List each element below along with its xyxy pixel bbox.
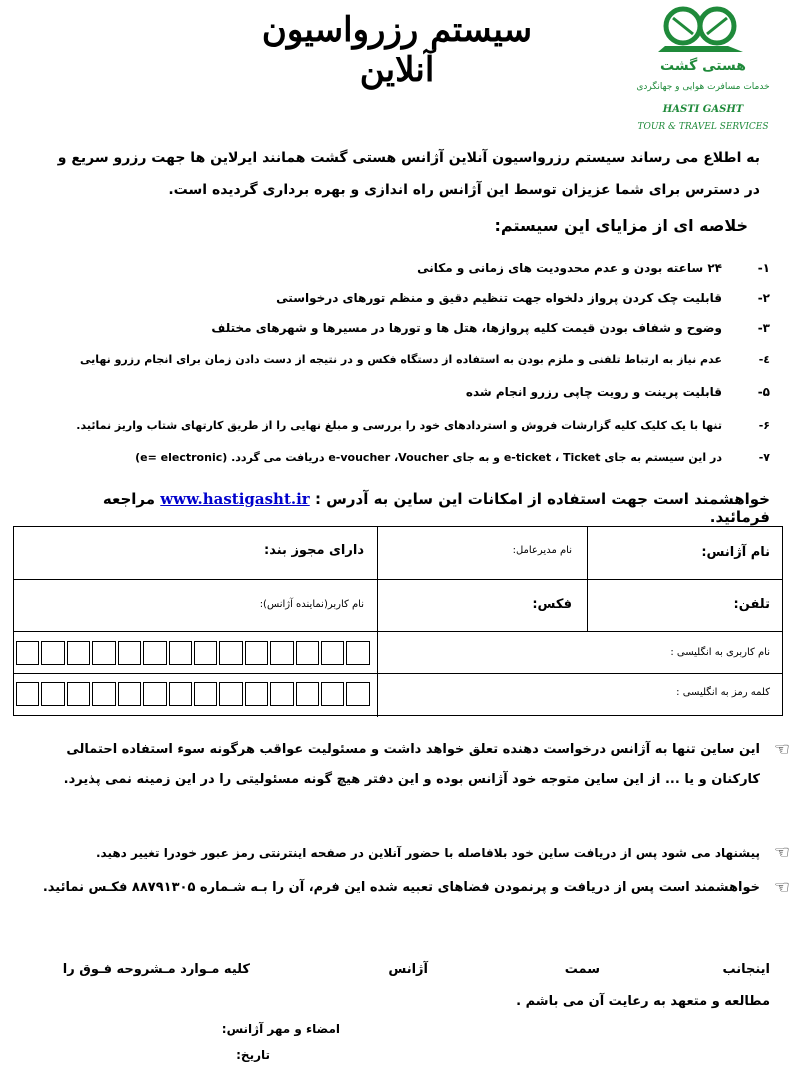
- contact-text-end: مراجعه فرمائید.: [102, 490, 770, 526]
- user-name-field[interactable]: نام کاربر(نماینده آژانس):: [259, 599, 364, 610]
- note-text: این ساین تنها به آژانس درخواست دهنده تعلق خواهد داشت و مسئولیت عواقب هرگونه سوء استفاده احتمالی کارکنان و یا ... از این ساین متوجه خود آژانس بوده و این دفتر هیچ گونه مسئولیتی را در این زمینه نمی پذیرد.: [63, 742, 760, 787]
- intro-paragraph: به اطلاع می رساند سیستم رزرواسیون آنلاین آژانس هستی گشت همانند ایرلاین ها جهت رزرو سریع و در دسترس برای شما عزیزان توسط این آژانس راه اندازی و بهره برداری گردیده است.: [57, 150, 760, 198]
- feature-text: عدم نیاز به ارتباط تلفنی و ملزم بودن به استفاده از دستگاه فکس و در نتیجه از دست دادن زمان برای انجام رزرو نهایی: [79, 353, 722, 366]
- feature-number: -۱: [757, 261, 770, 275]
- feature-number: -۷: [758, 451, 770, 464]
- signature-field[interactable]: امضاء و مهر آژانس:: [221, 1022, 340, 1036]
- note-text: پیشنهاد می شود پس از دریافت ساین خود بلافاصله با حضور آنلاین در صفحه اینترنتی رمز عبور خودرا تغییر دهید.: [95, 846, 760, 860]
- feature-text: وضوح و شفاف بودن قیمت کلیه پروازها، هتل ها و تورها در مسیرها و شهرهای مختلف: [211, 321, 722, 335]
- footer-word-position: سمت: [564, 962, 600, 977]
- logo-english-name: HASTI GASHT: [662, 104, 744, 115]
- website-link[interactable]: www.hastigasht.ir: [160, 490, 310, 508]
- pointing-hand-icon: ☜: [773, 877, 790, 898]
- contact-text: خواهشمند است جهت استفاده از امکانات این ساین به آدرس :: [314, 490, 770, 508]
- footer-word-all-items: کلیه مـوارد مـشروحه فـوق را: [62, 962, 250, 977]
- fax-field[interactable]: فکس:: [532, 597, 572, 612]
- feature-number: -۵: [757, 385, 770, 399]
- logo-english-subtitle: TOUR & TRAVEL SERVICES: [637, 122, 769, 132]
- feature-number: -٤: [758, 353, 770, 366]
- feature-text: ۲۴ ساعته بودن و عدم محدودیت های زمانی و مکانی: [417, 261, 722, 275]
- footer-commitment: مطالعه و متعهد به رعایت آن می باشم .: [516, 994, 770, 1009]
- feature-item: [30, 348, 770, 372]
- feature-text: تنها با یک کلیک کلیه گزارشات فروش و استردادهای خود را بررسی و مبلغ نهایی را از طریق کارتهای شتاب واریز نمائید.: [76, 419, 722, 432]
- feature-text: قابلیت چک کردن پرواز دلخواه جهت تنظیم دقیق و منظم تورهای درخواستی: [276, 291, 722, 305]
- feature-text: قابلیت پرینت و رویت چاپی رزرو انجام شده: [465, 385, 722, 399]
- company-logo: [628, 6, 778, 136]
- date-field[interactable]: تاریخ:: [236, 1048, 270, 1062]
- note-item: [40, 838, 790, 868]
- username-char-boxes[interactable]: [16, 641, 372, 665]
- manager-name-field[interactable]: نام مدیرعامل:: [512, 545, 572, 556]
- phone-field[interactable]: تلفن:: [733, 597, 770, 612]
- note-item: [40, 735, 790, 795]
- feature-item: [30, 316, 770, 340]
- page-title: سیستم رزرواسیون آنلاین: [261, 10, 533, 90]
- note-item: [40, 873, 790, 903]
- password-english-label: کلمه رمز به انگلیسی :: [676, 687, 770, 698]
- feature-item: [30, 256, 770, 280]
- logo-name: هستی گشت: [660, 58, 746, 74]
- registration-form: [13, 526, 783, 716]
- footer-word-i: اینجانب: [722, 962, 770, 977]
- feature-item: [30, 286, 770, 310]
- license-field[interactable]: دارای مجوز بند:: [264, 543, 364, 558]
- username-english-label: نام کاربری به انگلیسی :: [670, 647, 770, 658]
- feature-item: [30, 414, 770, 438]
- feature-item: [30, 446, 770, 470]
- logo-icon: [653, 6, 748, 52]
- pointing-hand-icon: ☜: [773, 739, 790, 760]
- feature-number: -۶: [758, 419, 770, 432]
- feature-number: -۲: [757, 291, 770, 305]
- password-char-boxes[interactable]: [16, 682, 372, 706]
- summary-title: خلاصه ای از مزایای این سیستم:: [494, 216, 748, 235]
- footer-word-agency: آژانس: [388, 962, 428, 977]
- logo-subtitle: خدمات مسافرت هوایی و جهانگردی: [636, 82, 770, 92]
- agency-name-field[interactable]: نام آژانس:: [701, 545, 770, 560]
- feature-text: در این سیستم به جای e-ticket ، Ticket و به جای e-voucher ،Voucher دریافت می گردد. (e= electronic): [135, 451, 722, 464]
- note-text: خواهشمند است پس از دریافت و پرنمودن فضاهای تعبیه شده این فرم، آن را بـه شـماره ۸۸۷۹۱۳۰۵ فکـس نمائید.: [42, 880, 760, 895]
- pointing-hand-icon: ☜: [773, 842, 790, 863]
- contact-line: [40, 490, 770, 526]
- feature-number: -۳: [757, 321, 770, 335]
- feature-item: [30, 380, 770, 404]
